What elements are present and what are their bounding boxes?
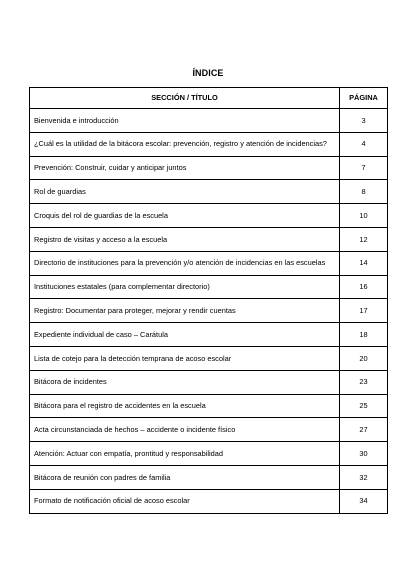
page-number: 32 <box>340 465 388 489</box>
page-number: 7 <box>340 156 388 180</box>
page-number: 4 <box>340 132 388 156</box>
section-title: Prevención: Construir, cuidar y anticipar juntos <box>30 156 340 180</box>
table-row <box>30 109 388 133</box>
page-number: 16 <box>340 275 388 299</box>
table-body <box>30 109 388 514</box>
section-title: Lista de cotejo para la detección temprana de acoso escolar <box>30 346 340 370</box>
table-row <box>30 132 388 156</box>
page-number: 25 <box>340 394 388 418</box>
section-title: Directorio de instituciones para la prevención y/o atención de incidencias en las escuelas <box>30 251 340 275</box>
section-title: Formato de notificación oficial de acoso escolar <box>30 489 340 513</box>
section-title: Acta circunstanciada de hechos – accidente o incidente físico <box>30 418 340 442</box>
page-column-header: PÁGINA <box>340 88 388 109</box>
page-number: 30 <box>340 442 388 466</box>
table-row <box>30 227 388 251</box>
section-title: Croquis del rol de guardias de la escuela <box>30 204 340 228</box>
page-number: 8 <box>340 180 388 204</box>
section-title: Registro de visitas y acceso a la escuela <box>30 227 340 251</box>
section-title: Rol de guardias <box>30 180 340 204</box>
table-row <box>30 299 388 323</box>
section-title: Expediente individual de caso – Carátula <box>30 323 340 347</box>
table-row <box>30 370 388 394</box>
table-row <box>30 489 388 513</box>
table-header-row <box>30 88 388 109</box>
page-number: 34 <box>340 489 388 513</box>
section-title: Instituciones estatales (para complementar directorio) <box>30 275 340 299</box>
table-row <box>30 323 388 347</box>
table-of-contents <box>29 87 388 514</box>
section-column-header: SECCIÓN / TÍTULO <box>30 88 340 109</box>
table-row <box>30 204 388 228</box>
section-title: Atención: Actuar con empatía, prontitud y responsabilidad <box>30 442 340 466</box>
page-number: 23 <box>340 370 388 394</box>
page-number: 3 <box>340 109 388 133</box>
section-title: Bitácora de reunión con padres de familia <box>30 465 340 489</box>
table-row <box>30 180 388 204</box>
page-number: 17 <box>340 299 388 323</box>
table-row <box>30 465 388 489</box>
section-title: Bitácora de incidentes <box>30 370 340 394</box>
page-number: 20 <box>340 346 388 370</box>
section-title: Bienvenida e introducción <box>30 109 340 133</box>
section-title: Bitácora para el registro de accidentes en la escuela <box>30 394 340 418</box>
table-row <box>30 275 388 299</box>
table-row <box>30 156 388 180</box>
table-row <box>30 346 388 370</box>
page-number: 12 <box>340 227 388 251</box>
page-number: 18 <box>340 323 388 347</box>
table-row <box>30 418 388 442</box>
section-title: Registro: Documentar para proteger, mejorar y rendir cuentas <box>30 299 340 323</box>
table-row <box>30 442 388 466</box>
section-title: ¿Cuál es la utilidad de la bitácora escolar: prevención, registro y atención de incidencias? <box>30 132 340 156</box>
page-number: 27 <box>340 418 388 442</box>
table-row <box>30 251 388 275</box>
table-row <box>30 394 388 418</box>
page-number: 14 <box>340 251 388 275</box>
page-title: ÍNDICE <box>192 68 224 78</box>
page-number: 10 <box>340 204 388 228</box>
